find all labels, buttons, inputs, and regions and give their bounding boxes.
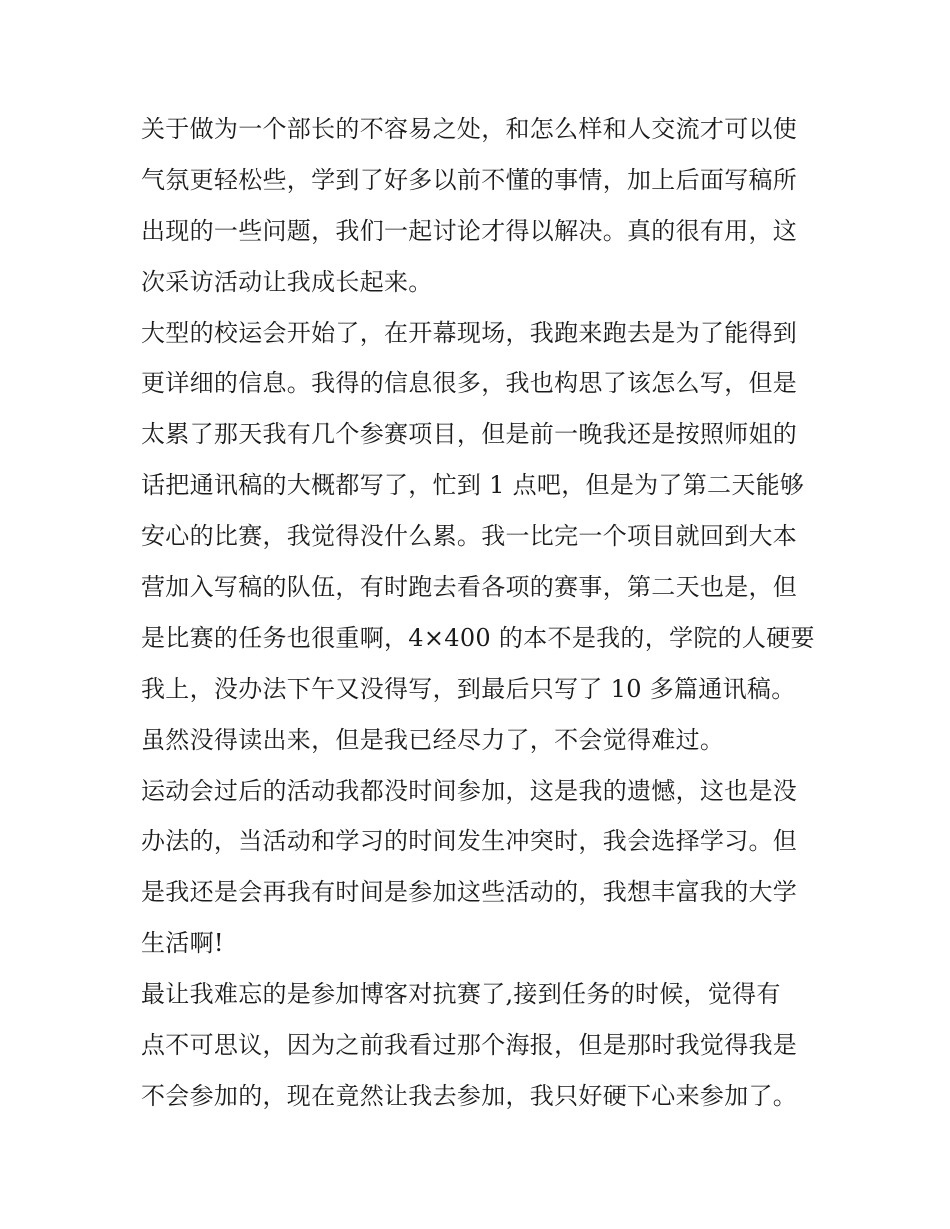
text-line: 话把通讯稿的大概都写了，忙到 1 点吧，但是为了第二天能够 xyxy=(141,471,805,500)
document-body xyxy=(141,104,821,1122)
text-line: 生活啊! xyxy=(141,929,224,958)
text-line: 太累了那天我有几个参赛项目，但是前一晚我还是按照师姐的 xyxy=(141,420,798,449)
text-line: 出现的一些问题，我们一起讨论才得以解决。真的很有用，这 xyxy=(141,216,798,245)
text-line: 关于做为一个部长的不容易之处，和怎么样和人交流才可以使 xyxy=(141,115,798,143)
text-line: 是比赛的任务也很重啊，4×400 的本不是我的，学院的人硬要 xyxy=(141,623,815,652)
text-line: 气氛更轻松些，学到了好多以前不懂的事情，加上后面写稿所 xyxy=(141,165,798,194)
text-line: 不会参加的，现在竟然让我去参加，我只好硬下心来参加了。 xyxy=(141,1081,798,1110)
text-line: 我上，没办法下午又没得写，到最后只写了 10 多篇通讯稿。 xyxy=(141,674,796,703)
text-line: 更详细的信息。我得的信息很多，我也构思了该怎么写，但是 xyxy=(141,369,798,398)
text-line: 大型的校运会开始了，在开幕现场，我跑来跑去是为了能得到 xyxy=(141,318,798,347)
text-line: 最让我难忘的是参加博客对抗赛了,接到任务的时候，觉得有 xyxy=(141,980,781,1009)
text-line: 安心的比赛，我觉得没什么累。我一比完一个项目就回到大本 xyxy=(141,522,798,551)
text-line: 营加入写稿的队伍，有时跑去看各项的赛事，第二天也是，但 xyxy=(141,573,798,602)
text-line: 运动会过后的活动我都没时间参加，这是我的遗憾，这也是没 xyxy=(141,776,798,805)
text-line: 办法的，当活动和学习的时间发生冲突时，我会选择学习。但 xyxy=(141,827,798,856)
text-line: 虽然没得读出来，但是我已经尽力了，不会觉得难过。 xyxy=(141,725,725,754)
text-line: 次采访活动让我成长起来。 xyxy=(141,267,433,296)
text-line: 点不可思议，因为之前我看过那个海报，但是那时我觉得我是 xyxy=(141,1031,798,1060)
text-line: 是我还是会再我有时间是参加这些活动的，我想丰富我的大学 xyxy=(141,878,798,907)
